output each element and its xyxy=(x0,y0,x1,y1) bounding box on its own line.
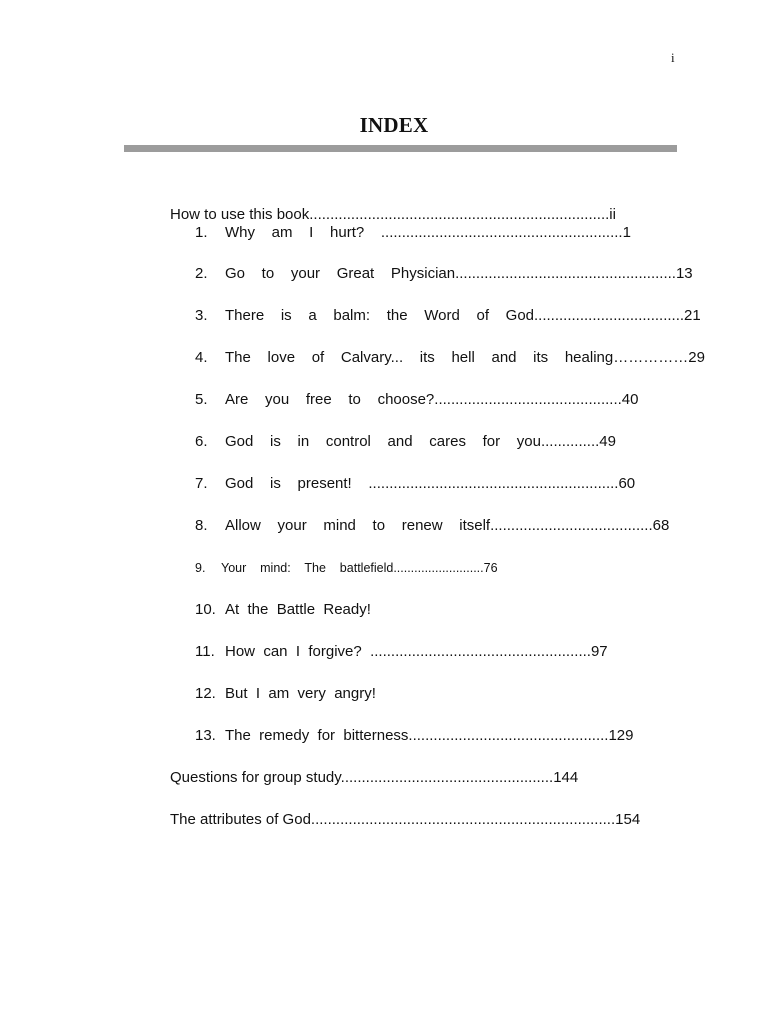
toc-entry-chapter-2 xyxy=(195,265,693,283)
chapter-number: 7. xyxy=(195,475,208,492)
toc-entry-chapter-8 xyxy=(195,517,669,535)
toc-entry-chapter-9 xyxy=(195,559,498,577)
chapter-number: 13. xyxy=(195,727,216,744)
toc-entry-chapter-1 xyxy=(195,224,631,242)
chapter-number: 5. xyxy=(195,391,208,408)
toc-entry-intro: How to use this book........................................................................ii xyxy=(170,206,616,223)
chapter-title: How can I forgive? .....................................................97 xyxy=(225,643,608,660)
title-rule xyxy=(124,145,677,152)
chapter-title: Your mind: The battlefield..........................76 xyxy=(221,561,498,575)
toc-entry-chapter-11 xyxy=(195,643,608,661)
chapter-title: God is in control and cares for you..............49 xyxy=(225,433,616,450)
toc-entry-chapter-3 xyxy=(195,307,701,325)
toc-entry-chapter-6 xyxy=(195,433,616,451)
chapter-title: At the Battle Ready! xyxy=(225,601,371,618)
chapter-title: Are you free to choose?.............................................40 xyxy=(225,391,639,408)
chapter-title: Why am I hurt? ..........................................................1 xyxy=(225,224,631,241)
chapter-number: 1. xyxy=(195,224,208,241)
toc-entry-chapter-7 xyxy=(195,475,635,493)
toc-entry-chapter-12 xyxy=(195,685,376,703)
chapter-title: But I am very angry! xyxy=(225,685,376,702)
chapter-number: 2. xyxy=(195,265,208,282)
chapter-title: The love of Calvary... its hell and its healing……………29 xyxy=(225,349,705,366)
toc-entry-chapter-10 xyxy=(195,601,371,619)
page-number: i xyxy=(671,50,675,65)
chapter-number: 8. xyxy=(195,517,208,534)
page-title: INDEX xyxy=(359,113,429,137)
chapter-number: 3. xyxy=(195,307,208,324)
chapter-number: 4. xyxy=(195,349,208,366)
toc-entry-attributes: The attributes of God.........................................................................154 xyxy=(170,811,641,828)
chapter-title: The remedy for bitterness................................................129 xyxy=(225,727,634,744)
chapter-number: 6. xyxy=(195,433,208,450)
chapter-title: Go to your Great Physician.....................................................13 xyxy=(225,265,693,282)
chapter-number: 11. xyxy=(195,643,215,660)
chapter-number: 9. xyxy=(195,561,206,575)
toc-entry-chapter-13 xyxy=(195,727,633,745)
chapter-title: Allow your mind to renew itself.......................................68 xyxy=(225,517,670,534)
toc-entry-group-study: Questions for group study...................................................144 xyxy=(170,769,579,786)
toc-entry-chapter-4 xyxy=(195,349,705,367)
chapter-number: 10. xyxy=(195,601,216,618)
chapter-title: God is present! ............................................................60 xyxy=(225,475,636,492)
chapter-number: 12. xyxy=(195,685,216,702)
toc-entry-chapter-5 xyxy=(195,391,639,409)
chapter-title: There is a balm: the Word of God....................................21 xyxy=(225,307,701,324)
